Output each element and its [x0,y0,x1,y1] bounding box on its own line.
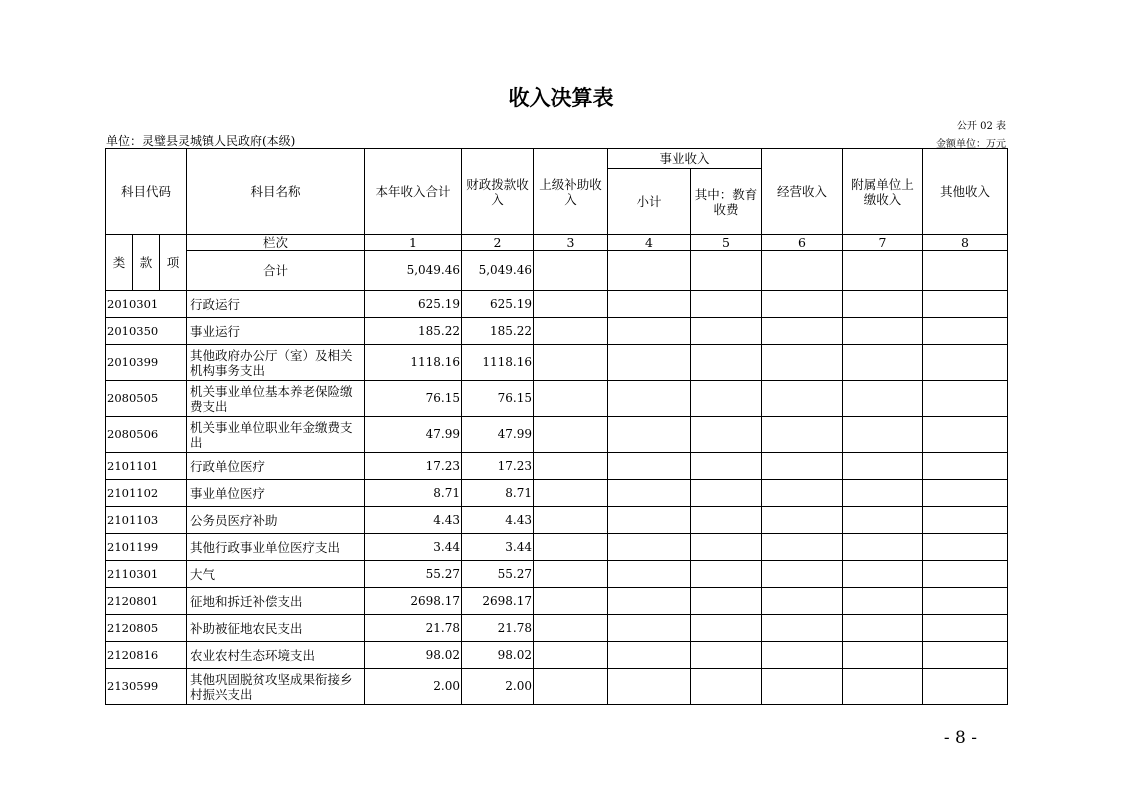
empty-cell [923,291,1008,318]
empty-cell [923,318,1008,345]
row-code: 2101103 [106,507,187,534]
empty-cell [691,669,762,705]
row-fiscal: 3.44 [462,534,534,561]
header-business: 事业收入 [608,149,762,169]
row-code: 2130599 [106,669,187,705]
empty-cell [762,345,843,381]
empty-cell [762,507,843,534]
row-code: 2010399 [106,345,187,381]
row-code: 2120805 [106,615,187,642]
header-fiscal: 财政拨款收入 [462,149,534,235]
income-table [105,148,1008,705]
empty-cell [691,642,762,669]
empty-cell [923,561,1008,588]
row-name: 机关事业单位基本养老保险缴费支出 [187,381,365,417]
header-education: 其中：教育收费 [691,169,762,235]
table-row [106,507,1008,534]
col-number: 1 [365,235,462,251]
page-number: - 8 - [943,728,977,748]
header-lei: 类 [106,235,133,291]
empty-cell [691,453,762,480]
empty-cell [762,453,843,480]
header-affiliated: 附属单位上缴收入 [843,149,923,235]
row-code: 2080506 [106,417,187,453]
empty-cell [608,381,691,417]
empty-cell [843,507,923,534]
header-total: 本年收入合计 [365,149,462,235]
header-superior: 上级补助收入 [534,149,608,235]
row-fiscal: 17.23 [462,453,534,480]
row-name: 农业农村生态环境支出 [187,642,365,669]
row-fiscal: 21.78 [462,615,534,642]
empty-cell [923,642,1008,669]
row-fiscal: 76.15 [462,381,534,417]
empty-cell [923,534,1008,561]
empty-cell [762,669,843,705]
empty-cell [923,588,1008,615]
empty-cell [534,642,608,669]
row-total: 185.22 [365,318,462,345]
empty-cell [923,453,1008,480]
empty-cell [608,251,691,291]
row-name: 事业单位医疗 [187,480,365,507]
empty-cell [534,251,608,291]
empty-cell [534,561,608,588]
row-name: 公务员医疗补助 [187,507,365,534]
table-row [106,417,1008,453]
money-unit-label: 金额单位：万元 [936,139,1006,150]
empty-cell [843,669,923,705]
col-number: 8 [923,235,1008,251]
row-name: 其他政府办公厅（室）及相关机构事务支出 [187,345,365,381]
row-fiscal: 1118.16 [462,345,534,381]
row-name: 行政运行 [187,291,365,318]
row-total: 21.78 [365,615,462,642]
empty-cell [843,417,923,453]
empty-cell [534,291,608,318]
table-row [106,615,1008,642]
empty-cell [691,534,762,561]
empty-cell [534,318,608,345]
empty-cell [762,615,843,642]
header-code: 科目代码 [106,149,187,235]
empty-cell [762,381,843,417]
empty-cell [534,453,608,480]
header-operating: 经营收入 [762,149,843,235]
empty-cell [762,588,843,615]
empty-cell [843,345,923,381]
empty-cell [691,480,762,507]
table-row [106,345,1008,381]
table-row [106,669,1008,705]
empty-cell [691,561,762,588]
table-row [106,642,1008,669]
empty-cell [534,345,608,381]
empty-cell [534,588,608,615]
empty-cell [608,615,691,642]
empty-cell [691,251,762,291]
empty-cell [762,251,843,291]
header-kuan: 款 [133,235,160,291]
empty-cell [608,588,691,615]
col-number: 7 [843,235,923,251]
row-fiscal: 2.00 [462,669,534,705]
row-fiscal: 4.43 [462,507,534,534]
empty-cell [843,642,923,669]
row-fiscal: 8.71 [462,480,534,507]
table-row [106,318,1008,345]
empty-cell [608,318,691,345]
empty-cell [762,291,843,318]
row-name: 行政单位医疗 [187,453,365,480]
empty-cell [843,251,923,291]
empty-cell [608,561,691,588]
empty-cell [608,534,691,561]
empty-cell [843,318,923,345]
col-number: 2 [462,235,534,251]
row-total: 76.15 [365,381,462,417]
empty-cell [608,345,691,381]
empty-cell [843,615,923,642]
empty-cell [691,291,762,318]
unit-label: 单位：灵璧县灵城镇人民政府(本级) [106,134,296,148]
empty-cell [534,417,608,453]
header-other: 其他收入 [923,149,1008,235]
empty-cell [762,642,843,669]
empty-cell [691,381,762,417]
empty-cell [843,480,923,507]
empty-cell [762,318,843,345]
row-name: 机关事业单位职业年金缴费支出 [187,417,365,453]
row-total: 3.44 [365,534,462,561]
row-name: 征地和拆迁补偿支出 [187,588,365,615]
row-code: 2110301 [106,561,187,588]
row-fiscal: 2698.17 [462,588,534,615]
empty-cell [608,291,691,318]
empty-cell [923,417,1008,453]
row-total: 625.19 [365,291,462,318]
row-fiscal: 55.27 [462,561,534,588]
row-fiscal: 625.19 [462,291,534,318]
col-number: 6 [762,235,843,251]
empty-cell [923,615,1008,642]
row-total: 47.99 [365,417,462,453]
empty-cell [534,669,608,705]
empty-cell [691,615,762,642]
empty-cell [534,507,608,534]
row-total: 4.43 [365,507,462,534]
row-total: 8.71 [365,480,462,507]
header-name: 科目名称 [187,149,365,235]
empty-cell [843,453,923,480]
col-number: 3 [534,235,608,251]
row-total: 98.02 [365,642,462,669]
empty-cell [923,507,1008,534]
empty-cell [608,480,691,507]
empty-cell [608,642,691,669]
table-row [106,588,1008,615]
table-row [106,534,1008,561]
empty-cell [923,345,1008,381]
row-name: 补助被征地农民支出 [187,615,365,642]
table-row [106,381,1008,417]
empty-cell [608,669,691,705]
empty-cell [691,588,762,615]
empty-cell [843,561,923,588]
empty-cell [923,251,1008,291]
row-code: 2010350 [106,318,187,345]
empty-cell [608,453,691,480]
empty-cell [843,381,923,417]
row-code: 2120816 [106,642,187,669]
row-code: 2080505 [106,381,187,417]
row-total: 2.00 [365,669,462,705]
empty-cell [762,561,843,588]
header-lanci: 栏次 [187,235,365,251]
empty-cell [843,291,923,318]
page-title: 收入决算表 [508,86,614,110]
empty-cell [534,480,608,507]
empty-cell [691,345,762,381]
empty-cell [762,534,843,561]
form-number: 公开 02 表 [956,121,1006,132]
row-code: 2010301 [106,291,187,318]
empty-cell [843,588,923,615]
header-subtotal: 小计 [608,169,691,235]
row-fiscal: 47.99 [462,417,534,453]
summary-label: 合计 [187,251,365,291]
empty-cell [923,669,1008,705]
empty-cell [843,534,923,561]
row-code: 2101199 [106,534,187,561]
summary-fiscal: 5,049.46 [462,251,534,291]
empty-cell [534,534,608,561]
empty-cell [608,507,691,534]
table-row [106,291,1008,318]
row-fiscal: 98.02 [462,642,534,669]
row-fiscal: 185.22 [462,318,534,345]
table-row [106,561,1008,588]
summary-total: 5,049.46 [365,251,462,291]
col-number: 4 [608,235,691,251]
table-row [106,480,1008,507]
row-code: 2120801 [106,588,187,615]
col-number: 5 [691,235,762,251]
empty-cell [762,480,843,507]
row-name: 事业运行 [187,318,365,345]
empty-cell [691,417,762,453]
row-name: 其他巩固脱贫攻坚成果衔接乡村振兴支出 [187,669,365,705]
row-total: 17.23 [365,453,462,480]
empty-cell [534,381,608,417]
row-name: 其他行政事业单位医疗支出 [187,534,365,561]
header-xiang: 项 [160,235,187,291]
empty-cell [691,507,762,534]
row-total: 55.27 [365,561,462,588]
empty-cell [691,318,762,345]
row-total: 1118.16 [365,345,462,381]
row-total: 2698.17 [365,588,462,615]
row-code: 2101102 [106,480,187,507]
empty-cell [923,480,1008,507]
table-row [106,453,1008,480]
empty-cell [534,615,608,642]
row-name: 大气 [187,561,365,588]
row-code: 2101101 [106,453,187,480]
empty-cell [923,381,1008,417]
empty-cell [762,417,843,453]
empty-cell [608,417,691,453]
